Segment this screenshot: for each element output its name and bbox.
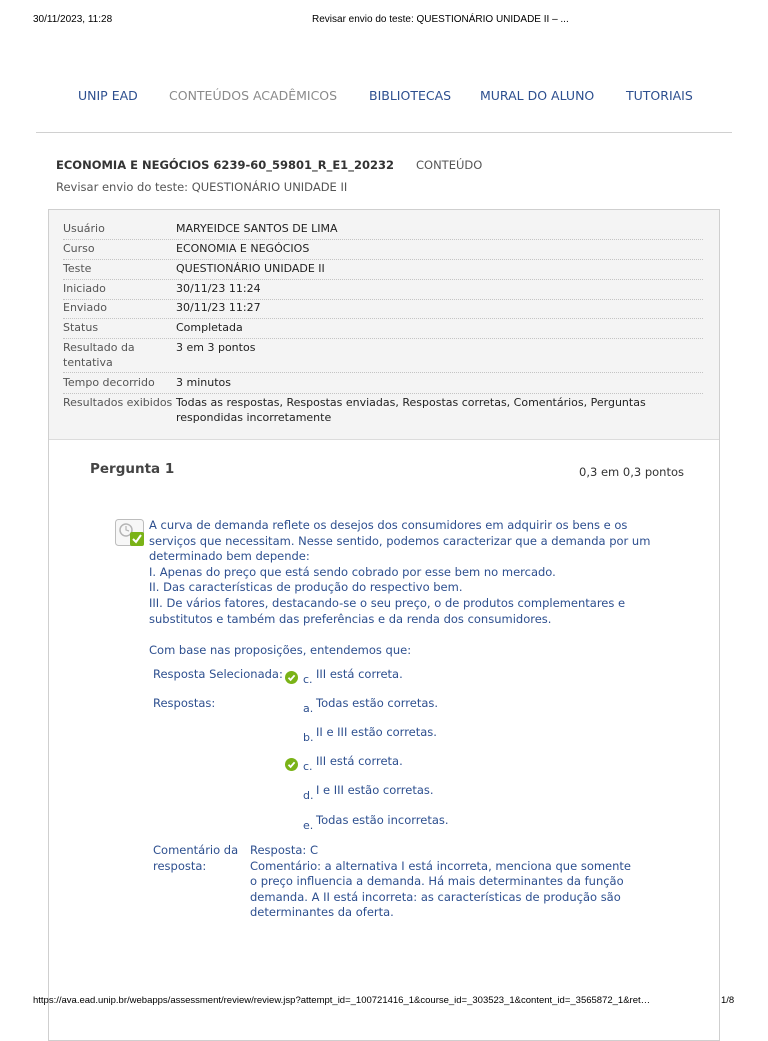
option-text: III está correta. [316, 667, 403, 681]
nav-conteudos-academicos[interactable]: CONTEÚDOS ACADÊMICOS [169, 88, 338, 103]
summary-row-resultados-exibidos [63, 395, 703, 427]
option-letter: c. [303, 673, 313, 686]
option-text: III está correta. [316, 754, 403, 768]
print-doc-title: Revisar envio do teste: QUESTIONÁRIO UNIDADE II – ... [312, 14, 569, 25]
summary-label: Curso [63, 242, 95, 255]
summary-label: Resultados exibidos [63, 396, 173, 409]
option-letter: a. [303, 702, 314, 715]
summary-row-usuario [63, 221, 703, 240]
summary-row-status [63, 320, 703, 339]
question-title: Pergunta 1 [90, 461, 175, 477]
answers-label: Respostas: [153, 696, 216, 710]
feedback-answer: Resposta: C [250, 843, 318, 857]
question-points: 0,3 em 0,3 pontos [579, 465, 684, 479]
question-proposition: III. De vários fatores, destacando-se o seu preço, o de produtos complementares e substitutos e também das preferências e da renda dos consumidores. [149, 595, 626, 626]
summary-label: Teste [63, 262, 92, 275]
print-page-number: 1/8 [721, 995, 735, 1006]
summary-label: Tempo decorrido [63, 376, 155, 389]
option-text: Todas estão corretas. [316, 696, 439, 710]
summary-label: Resultado da tentativa [63, 341, 135, 369]
summary-value: ECONOMIA E NEGÓCIOS [176, 242, 310, 255]
summary-value: QUESTIONÁRIO UNIDADE II [176, 262, 325, 275]
summary-row-enviado [63, 300, 703, 319]
top-nav [0, 88, 768, 108]
summary-row-resultado [63, 340, 703, 373]
feedback-comment: Comentário: a alternativa I está incorreta, menciona que somente o preço influencia a demanda. Há mais determinantes da função demanda. A II está incorreta: as características de produção são determinantes da oferta. [250, 858, 631, 920]
summary-value: 3 em 3 pontos [176, 341, 256, 354]
option-text: II e III estão corretas. [316, 725, 437, 739]
breadcrumb [56, 158, 483, 172]
correct-check-icon [285, 671, 298, 684]
question-proposition: I. Apenas do preço que está sendo cobrado por esse bem no mercado. [149, 564, 556, 579]
option-letter: c. [303, 760, 313, 773]
page-title: Revisar envio do teste: QUESTIONÁRIO UNIDADE II [56, 180, 348, 194]
nav-mural-do-aluno[interactable]: MURAL DO ALUNO [480, 88, 595, 103]
nav-tutoriais[interactable]: TUTORIAIS [626, 88, 693, 103]
summary-row-iniciado [63, 281, 703, 300]
summary-label: Iniciado [63, 282, 106, 295]
summary-value: 3 minutos [176, 376, 231, 389]
question-proposition: II. Das características de produção do respectivo bem. [149, 580, 463, 595]
summary-label: Status [63, 321, 99, 334]
summary-value: MARYEIDCE SANTOS DE LIMA [176, 222, 338, 235]
summary-label: Enviado [63, 301, 107, 314]
summary-row-curso [63, 241, 703, 260]
nav-unip-ead[interactable]: UNIP EAD [78, 88, 138, 103]
summary-value: 30/11/23 11:27 [176, 301, 261, 314]
question-text [149, 518, 669, 627]
summary-row-teste [63, 261, 703, 280]
summary-value: 30/11/23 11:24 [176, 282, 261, 295]
selected-answer-label: Resposta Selecionada: [153, 667, 283, 681]
nav-bibliotecas[interactable]: BIBLIOTECAS [369, 88, 452, 103]
option-letter: b. [303, 731, 314, 744]
summary-value: Todas as respostas, Respostas enviadas, Respostas corretas, Comentários, Perguntas respondidas incorretamente [176, 396, 646, 424]
correct-check-icon [285, 758, 298, 771]
feedback-text [250, 843, 640, 921]
option-text: I e III estão corretas. [316, 783, 434, 797]
summary-row-tempo [63, 375, 703, 394]
summary-label: Usuário [63, 222, 105, 235]
breadcrumb-course[interactable]: ECONOMIA E NEGÓCIOS 6239-60_59801_R_E1_20232 [56, 158, 394, 172]
question-paragraph: A curva de demanda reflete os desejos dos consumidores em adquirir os bens e os serviços que necessitam. Nesse sentido, podemos caracterizar que a demanda por um determinado bem depende: [149, 518, 651, 564]
option-letter: e. [303, 819, 314, 832]
correct-answer-icon [115, 519, 145, 547]
nav-divider [36, 132, 732, 133]
attempt-summary [49, 210, 719, 440]
print-url: https://ava.ead.unip.br/webapps/assessment/review/review.jsp?attempt_id=_100721416_1&course_id=_303523_1&content_id=_3565872_1&ret… [33, 995, 651, 1006]
feedback-label: Comentário da resposta: [153, 843, 239, 873]
review-panel [48, 209, 720, 1041]
question-base: Com base nas proposições, entendemos que: [149, 643, 412, 657]
option-text: Todas estão incorretas. [316, 813, 449, 827]
breadcrumb-content[interactable]: CONTEÚDO [416, 158, 483, 172]
print-datetime: 30/11/2023, 11:28 [33, 14, 113, 25]
option-letter: d. [303, 789, 314, 802]
summary-value: Completada [176, 321, 243, 334]
